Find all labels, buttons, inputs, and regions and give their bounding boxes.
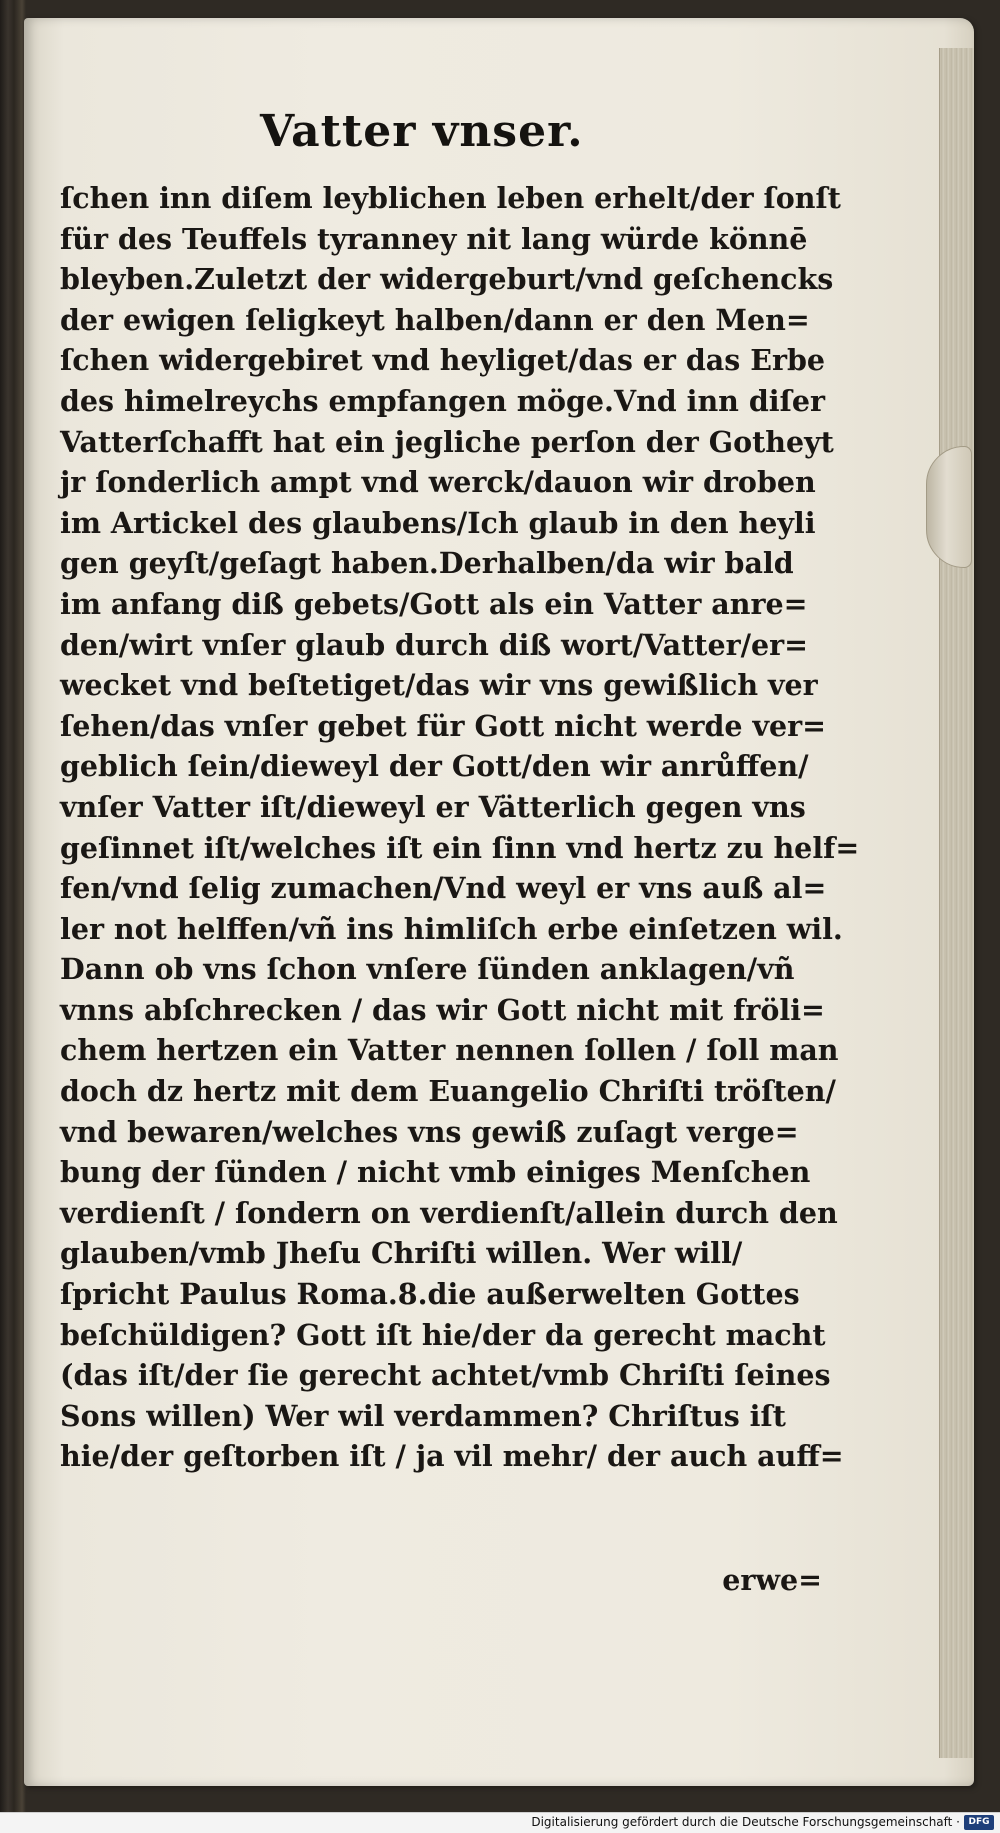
- text-line: gen geyſt/geſagt haben.Derhalben/da wir bald: [60, 546, 794, 581]
- text-line: wecket vnd beſtetiget/das wir vns gewißlich ver: [60, 668, 818, 703]
- text-line: vnſer Vatter iſt/dieweyl er Vätterlich gegen vns: [60, 789, 806, 824]
- text-line: den/wirt vnſer glaub durch diß wort/Vatter/er=: [60, 627, 809, 662]
- text-block: [60, 178, 860, 1477]
- page-clip: [926, 446, 972, 568]
- text-line: bung der ſünden / nicht vmb einiges Menſchen: [60, 1155, 811, 1190]
- text-line: chem hertzen ein Vatter nennen ſollen / ſoll man: [60, 1033, 839, 1068]
- running-head: Vatter vnser.: [260, 106, 584, 157]
- footer-bar: [0, 1812, 1000, 1833]
- text-line: Dann ob vns ſchon vnſere ſünden anklagen/vñ: [60, 952, 795, 987]
- funding-notice: Digitalisierung gefördert durch die Deutsche Forschungsgemeinschaft ·: [531, 1815, 960, 1829]
- text-line: im anfang diß gebets/Gott als ein Vatter anre=: [60, 586, 808, 621]
- text-line: hie/der geſtorben iſt / ja vil mehr/ der auch auff=: [60, 1439, 844, 1474]
- text-line: jr ſonderlich ampt vnd werck/dauon wir droben: [60, 465, 816, 500]
- text-line: für des Teuffels tyranney nit lang würde könnē: [60, 221, 808, 256]
- text-line: ſpricht Paulus Roma.8.die außerwelten Gottes: [60, 1277, 800, 1312]
- text-line: vnns abſchrecken / das wir Gott nicht mit fröli=: [60, 992, 825, 1027]
- dfg-logo-icon: DFG: [964, 1815, 994, 1830]
- text-line: Sons willen) Wer wil verdammen? Chriſtus iſt: [60, 1398, 786, 1433]
- text-line: vnd bewaren/welches vns gewiß zuſagt verge=: [60, 1114, 799, 1149]
- text-line: ſchen inn diſem leyblichen leben erhelt/der ſonſt: [60, 181, 841, 215]
- text-line: im Artickel des glaubens/Ich glaub in den heyli: [60, 505, 816, 540]
- text-line: ler not helffen/vñ ins himliſch erbe einſetzen wil.: [60, 911, 843, 946]
- text-line: Vatterſchafft hat ein jegliche perſon der Gotheyt: [60, 424, 834, 459]
- text-line: ſchen widergebiret vnd heyliget/das er das Erbe: [60, 343, 826, 378]
- text-line: (das iſt/der ſie gerecht achtet/vmb Chriſti ſeines: [60, 1358, 831, 1393]
- text-line: fen/vnd ſelig zumachen/Vnd weyl er vns auß al=: [60, 871, 827, 906]
- text-line: des himelreychs empfangen möge.Vnd inn diſer: [60, 383, 825, 418]
- text-line: beſchüldigen? Gott iſt hie/der da gerecht macht: [60, 1317, 826, 1352]
- page-edges: [939, 48, 974, 1758]
- text-line: glauben/vmb Jheſu Chriſti willen. Wer will/: [60, 1236, 743, 1271]
- text-line: ſehen/das vnſer gebet für Gott nicht werde ver=: [60, 708, 827, 743]
- text-line: doch dz hertz mit dem Euangelio Chriſti tröſten/: [60, 1074, 836, 1109]
- catchword: erwe=: [722, 1563, 822, 1597]
- text-line: bleyben.Zuletzt der widergeburt/vnd geſchencks: [60, 262, 834, 297]
- text-line: geblich ſein/dieweyl der Gott/den wir anrůffen/: [60, 749, 809, 784]
- text-line: verdienſt / ſondern on verdienſt/allein durch den: [60, 1195, 838, 1230]
- book-page: [24, 18, 974, 1786]
- text-line: der ewigen ſeligkeyt halben/dann er den Men=: [60, 302, 810, 337]
- text-line: geſinnet iſt/welches iſt ein ſinn vnd hertz zu helf=: [60, 830, 860, 865]
